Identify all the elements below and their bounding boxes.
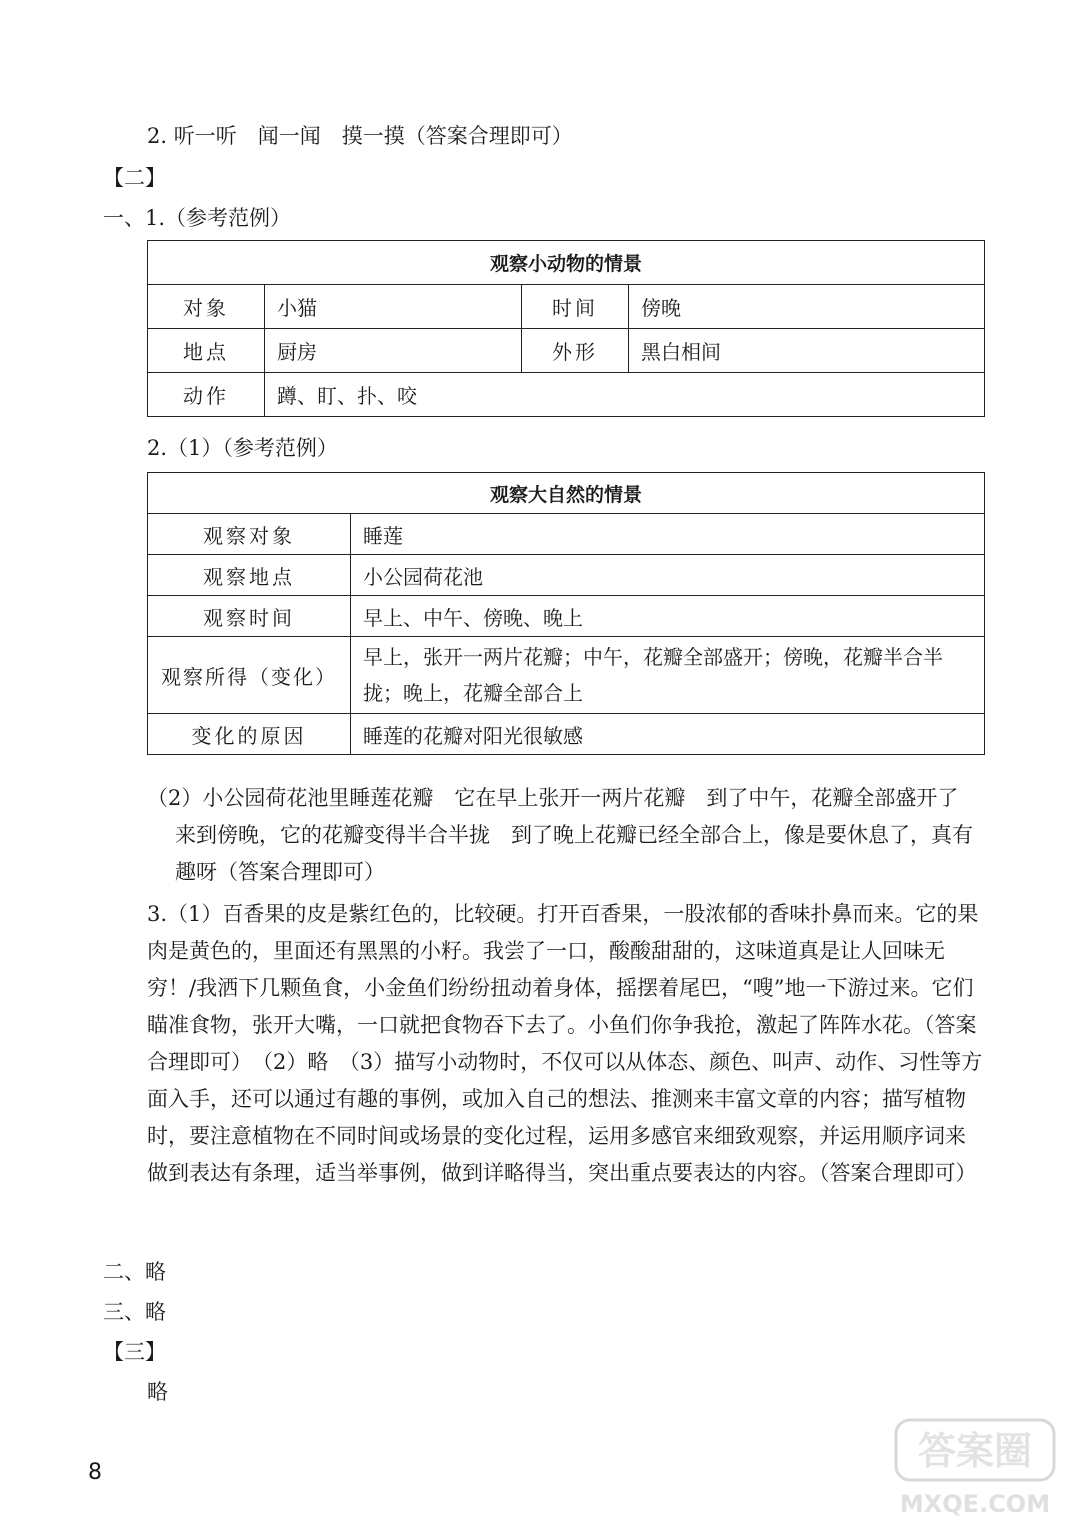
label-cell: 对象 bbox=[148, 285, 265, 329]
label-cell: 观察地点 bbox=[148, 555, 351, 596]
section-heading-2: 【二】 bbox=[103, 166, 166, 190]
label-cell: 地点 bbox=[148, 329, 265, 373]
answer-line-three: 三、略 bbox=[103, 1300, 166, 1324]
label-cell: 观察时间 bbox=[148, 596, 351, 637]
value-cell: 小猫 bbox=[265, 285, 522, 329]
animal-observation-table bbox=[147, 240, 985, 417]
table-row bbox=[148, 637, 985, 714]
answer-line-omitted: 略 bbox=[147, 1380, 168, 1404]
table-row bbox=[148, 514, 985, 555]
svg-text:答案圈: 答案圈 bbox=[917, 1429, 1033, 1473]
label-cell: 观察所得（变化） bbox=[148, 637, 351, 714]
value-cell: 厨房 bbox=[265, 329, 522, 373]
answer-line-2-1: 2.（1）（参考范例） bbox=[147, 436, 338, 460]
table-row bbox=[148, 373, 985, 417]
table-title: 观察小动物的情景 bbox=[148, 241, 985, 285]
label-cell: 动作 bbox=[148, 373, 265, 417]
answer-paragraph-3 bbox=[147, 896, 985, 1192]
page-number: 8 bbox=[88, 1460, 102, 1485]
paragraph-text: （2）小公园荷花池里睡莲花瓣 它在早上张开一两片花瓣 到了中午，花瓣全部盛开了 来到傍晚，它的花瓣变得半合半拢 到了晚上花瓣已经全部合上，像是要休息了，真有趣呀（答案合理即可） bbox=[147, 786, 980, 884]
table-title: 观察大自然的情景 bbox=[148, 473, 985, 514]
label-cell: 时间 bbox=[522, 285, 629, 329]
paragraph-text: 3.（1）百香果的皮是紫红色的，比较硬。打开百香果，一股浓郁的香味扑鼻而来。它的果肉是黄色的，里面还有黑黑的小籽。我尝了一口，酸酸甜甜的，这味道真是让人回味无穷！/我洒下几颗鱼食，小金鱼们纷纷扭动着身体，摇摆着尾巴，“嗖”地一下游过来。它们瞄准食物，张开大嘴，一口就把食物吞下去了。小鱼们你争我抢，激起了阵阵水花。（答案合理即可） （2）略 （3）描写小动物时，不仅可以从体态、颜色、叫声、动作、习性等方面入手，还可以通过有趣的事例，或加入自己的想法、推测来丰富文章的内容；描写植物时，要注意植物在不同时间或场景的变化过程，运用多感官来细致观察，并运用顺序词来做到表达有条理，适当举事例，做到详略得当，突出重点要表达的内容。（答案合理即可） bbox=[147, 902, 983, 1185]
section-heading-3: 【三】 bbox=[103, 1340, 166, 1364]
svg-text:MXQE.COM: MXQE.COM bbox=[899, 1490, 1051, 1518]
label-cell: 变化的原因 bbox=[148, 714, 351, 755]
value-cell: 蹲、盯、扑、咬 bbox=[265, 373, 985, 417]
answer-line-two: 二、略 bbox=[103, 1260, 166, 1284]
value-cell: 睡莲 bbox=[351, 514, 985, 555]
table-row bbox=[148, 555, 985, 596]
nature-observation-table bbox=[147, 472, 985, 755]
value-cell: 黑白相间 bbox=[629, 329, 985, 373]
table-row bbox=[148, 329, 985, 373]
answer-line-one-1: 一、1.（参考范例） bbox=[103, 206, 292, 230]
watermark-icon bbox=[890, 1412, 1060, 1527]
value-cell: 小公园荷花池 bbox=[351, 555, 985, 596]
value-cell: 傍晚 bbox=[629, 285, 985, 329]
watermark-logo bbox=[890, 1412, 1060, 1527]
value-cell: 早上、中午、傍晚、晚上 bbox=[351, 596, 985, 637]
label-cell: 观察对象 bbox=[148, 514, 351, 555]
value-cell: 早上，张开一两片花瓣；中午，花瓣全部盛开；傍晚，花瓣半合半拢；晚上，花瓣全部合上 bbox=[351, 637, 985, 714]
table-row bbox=[148, 714, 985, 755]
table-row bbox=[148, 596, 985, 637]
value-cell: 睡莲的花瓣对阳光很敏感 bbox=[351, 714, 985, 755]
answer-paragraph-2-2 bbox=[147, 780, 985, 891]
label-cell: 外形 bbox=[522, 329, 629, 373]
table-row bbox=[148, 285, 985, 329]
answer-line-1-2: 2. 听一听 闻一闻 摸一摸（答案合理即可） bbox=[147, 124, 573, 148]
